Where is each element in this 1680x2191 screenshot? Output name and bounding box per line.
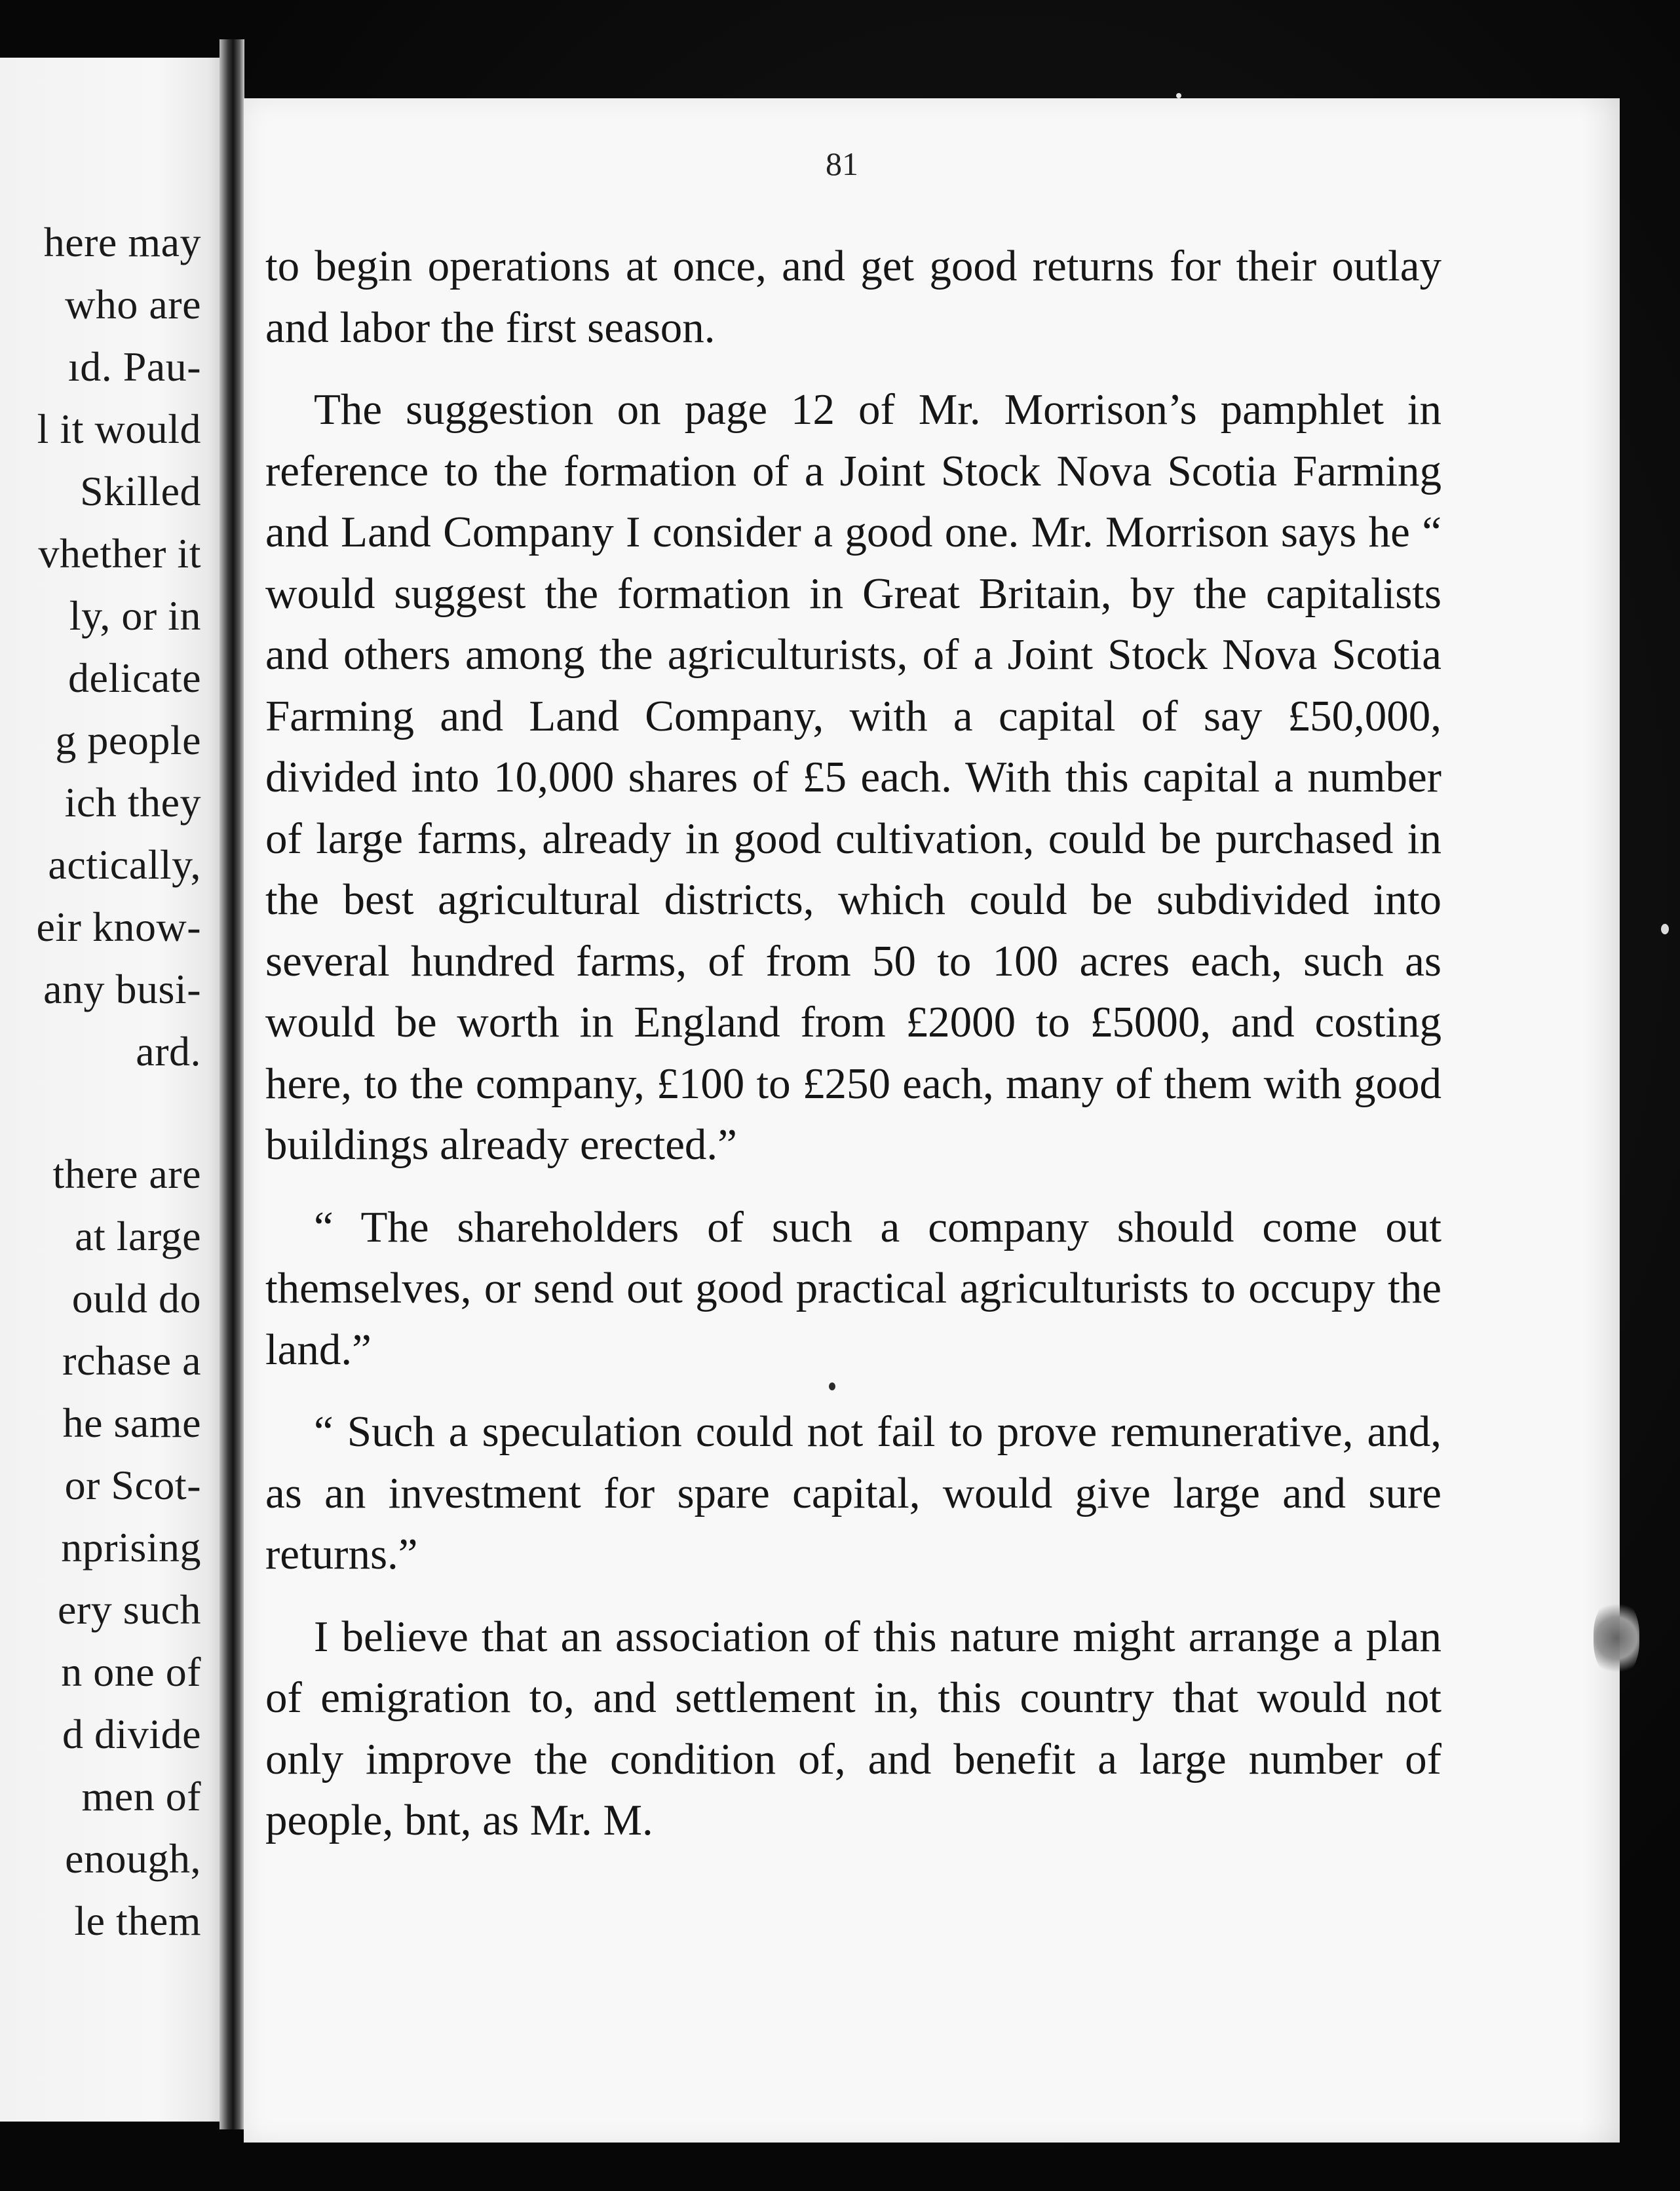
book-gutter: [220, 39, 244, 2129]
left-page-line: n one of: [61, 1648, 201, 1695]
left-page-line: enough,: [65, 1835, 201, 1882]
left-page-line: vhether it: [38, 530, 201, 577]
left-page-line: ıd. Pau-: [67, 343, 201, 390]
left-page-line: eir know-: [36, 904, 201, 950]
left-page-line: here may: [43, 219, 201, 265]
left-page-line: there are: [52, 1151, 201, 1197]
left-page-line: le them: [74, 1897, 201, 1944]
left-page-line: at large: [75, 1213, 201, 1259]
left-page-line: g people: [55, 717, 201, 763]
page-stain: [1594, 1599, 1639, 1677]
ink-speck: [829, 1382, 835, 1390]
left-page-line: Skilled: [80, 468, 201, 514]
left-page-line: ich they: [64, 779, 201, 826]
left-page-line: ery such: [57, 1586, 201, 1633]
dust-speck: [1176, 93, 1181, 98]
paragraph: I believe that an association of this nature might arrange a plan of emigration to, and settlement in, this country that would not only improve the condition of, and benefit a large number of people, bnt, as Mr. M.: [265, 1612, 1441, 1844]
left-page-line: he same: [62, 1400, 201, 1446]
left-page-line: who are: [65, 281, 201, 328]
left-page-line: rchase a: [62, 1337, 201, 1384]
left-page-line: d divide: [62, 1711, 201, 1757]
page-body-text: [265, 236, 1441, 1852]
left-page-line: or Scot-: [64, 1462, 201, 1508]
left-page-line: men of: [81, 1773, 201, 1819]
paragraph-continued: to begin operations at once, and get good returns for their outlay and labor the first season.: [265, 242, 1441, 352]
left-page-line: ly, or in: [69, 592, 201, 639]
page-number: 81: [826, 145, 858, 182]
previous-page-fragment: [0, 58, 226, 2122]
paragraph-quote: “ Such a speculation could not fail to prove remunerative, and, as an investment for spare capital, would give large and sure returns.”: [265, 1407, 1441, 1578]
left-page-line: l it would: [37, 406, 201, 452]
left-page-line: nprising: [61, 1524, 201, 1571]
paragraph: The suggestion on page 12 of Mr. Morrison’s pamphlet in reference to the formation of a Joint Stock Nova Scotia Farming and Land Company I consider a good one. Mr. Morrison says he “ would suggest the formation in Great Britain, by the capitalists and others among the agriculturists, of a Joint Stock Nova Scotia Farming and Land Company, with a capital of say £50,000, divided into 10,000 shares of £5 each. With this capital a number of large farms, already in good cultivation, could be purchased in the best agricultural districts, which could be subdivided into several hundred farms, of from 50 to 100 acres each, such as would be worth in England from £2000 to £5000, and costing here, to the company, £100 to £250 each, many of them with good buildings already erected.”: [265, 385, 1441, 1169]
paragraph-quote: “ The shareholders of such a company should come out themselves, or send out good practical agriculturists to occupy the land.”: [265, 1202, 1441, 1374]
left-page-line: ould do: [71, 1275, 201, 1322]
left-page-line: actically,: [48, 841, 201, 888]
left-page-line: any busi-: [43, 966, 201, 1012]
dust-speck: [1661, 924, 1669, 934]
left-page-line: delicate: [68, 655, 201, 701]
left-page-line: ard.: [136, 1028, 201, 1075]
